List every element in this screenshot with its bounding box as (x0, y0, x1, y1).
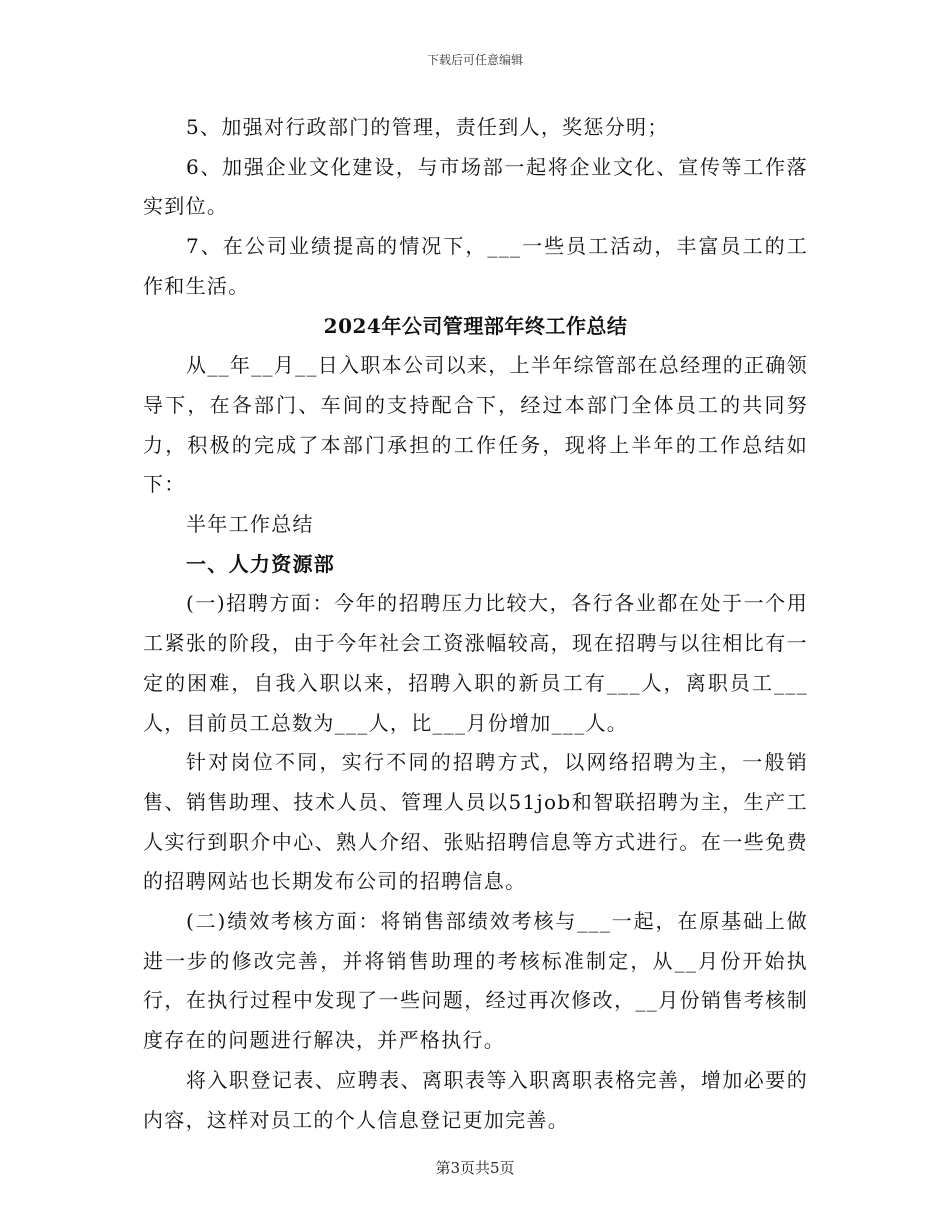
document-body (143, 108, 808, 1140)
paragraph-item-5: 5、加强对行政部门的管理，责任到人，奖惩分明； (186, 115, 669, 139)
page-footer: 第3页共5页 (435, 1159, 515, 1177)
paragraph-item-7: 7、在公司业绩提高的情况下，___一些员工活动，丰富员工的工作和生活。 (143, 234, 808, 298)
section-heading-hr: 一、人力资源部 (186, 551, 336, 576)
half-year-summary-label: 半年工作总结 (186, 512, 314, 537)
recruitment-paragraph: (一)招聘方面：今年的招聘压力比较大，各行各业都在处于一个用工紧张的阶段，由于今年社会工资涨幅较高，现在招聘与以往相比有一定的困难，自我入职以来，招聘入职的新员工有___人，离职员工___人，目前员工总数为___人，比___月份增加___人。 (143, 591, 808, 735)
performance-paragraph: (二)绩效考核方面：将销售部绩效考核与___一起，在原基础上做进一步的修改完善，并将销售助理的考核标准制定，从__月份开始执行，在执行过程中发现了一些问题，经过再次修改，__月份销售考核制度存在的问题进行解决，并严格执行。 (143, 909, 808, 1053)
intro-paragraph: 从__年__月__日入职本公司以来，上半年综管部在总经理的正确领导下，在各部门、车间的支持配合下，经过本部门全体员工的共同努力，积极的完成了本部门承担的工作任务，现将上半年的工作总结如下： (143, 353, 808, 497)
recruitment-methods-paragraph: 针对岗位不同，实行不同的招聘方式，以网络招聘为主，一般销售、销售助理、技术人员、管理人员以51job和智联招聘为主，生产工人实行到职介中心、熟人介绍、张贴招聘信息等方式进行。在一些免费的招聘网站也长期发布公司的招聘信息。 (143, 750, 808, 894)
document-title: 2024年公司管理部年终工作总结 (323, 313, 628, 338)
page-header: 下载后可任意编辑 (426, 53, 523, 67)
forms-paragraph: 将入职登记表、应聘表、离职表等入职离职表格完善，增加必要的内容，这样对员工的个人信息登记更加完善。 (143, 1067, 808, 1132)
paragraph-item-6: 6、加强企业文化建设，与市场部一起将企业文化、宣传等工作落实到位。 (143, 154, 808, 219)
